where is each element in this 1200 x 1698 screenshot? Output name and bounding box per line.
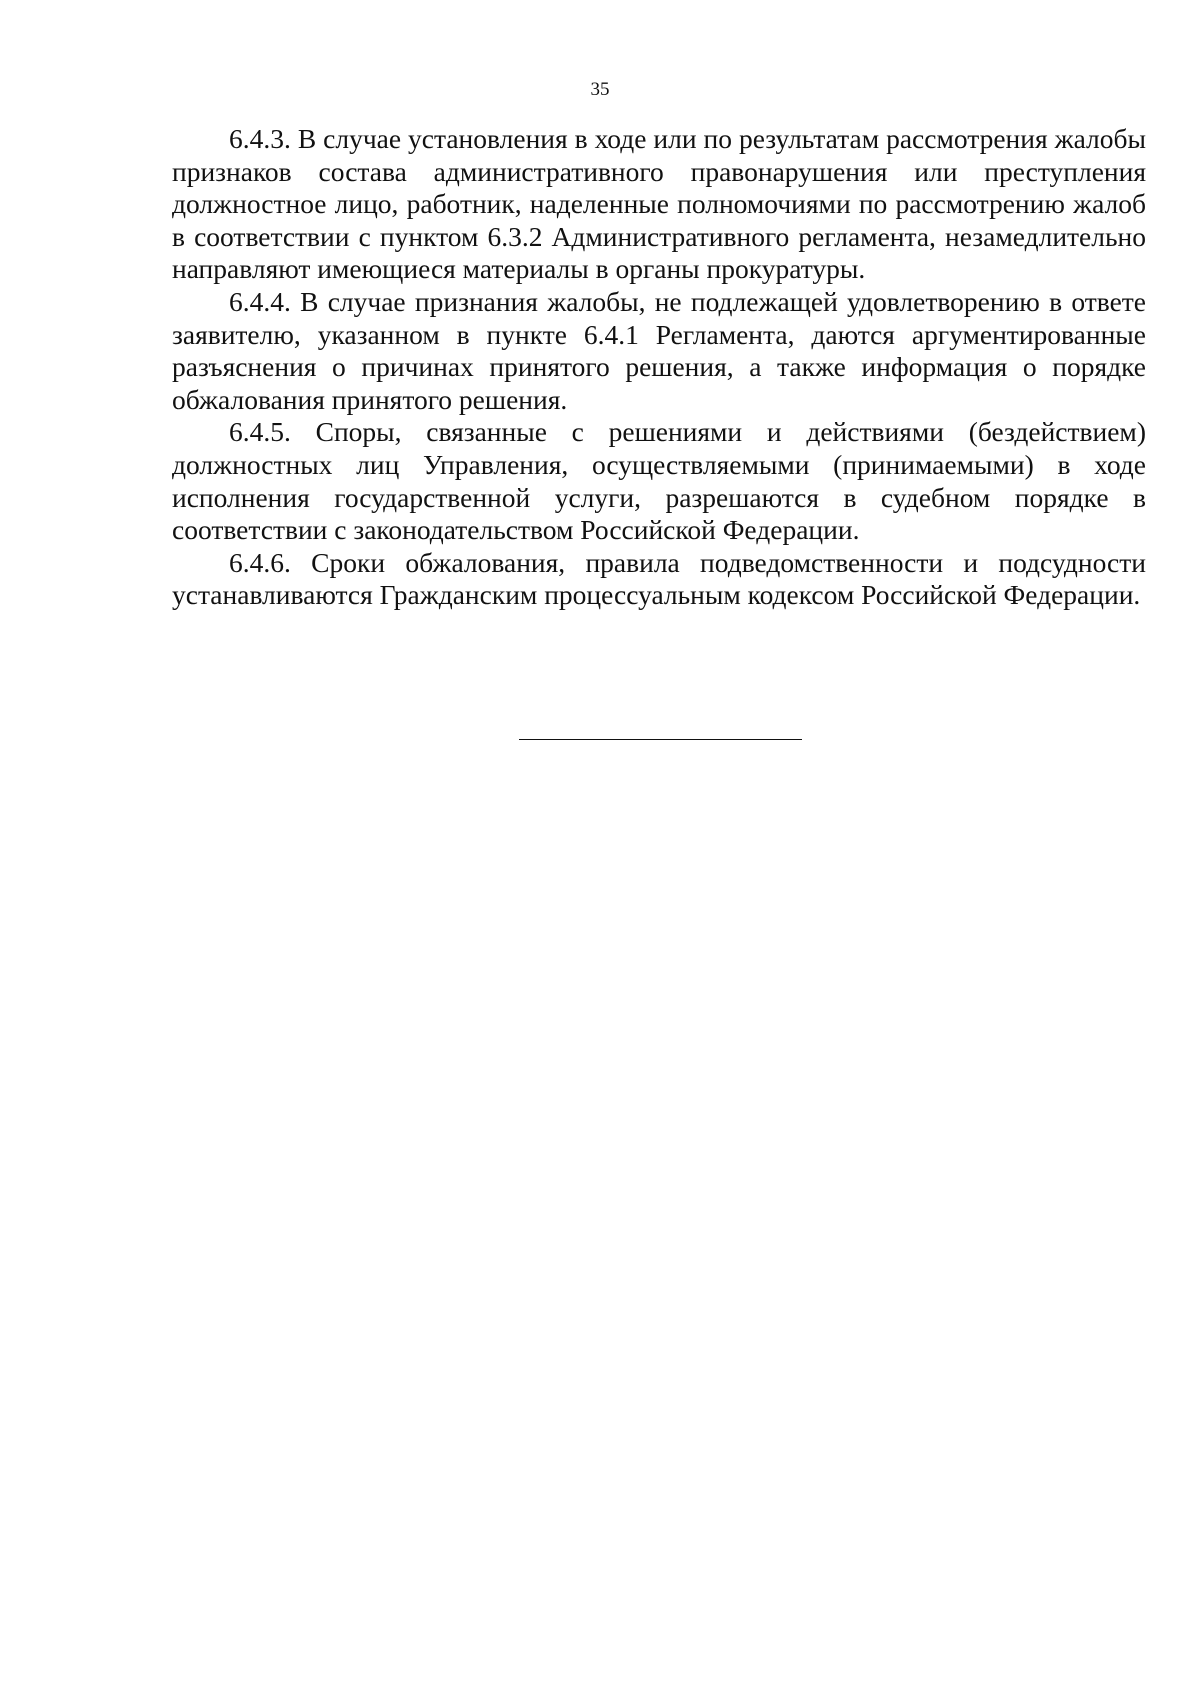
page-number: 35	[590, 79, 610, 100]
paragraph-6-4-4: 6.4.4. В случае признания жалобы, не подлежащей удовлетворению в ответе заявителю, указанном в пункте 6.4.1 Регламента, даются аргументированные разъяснения о причинах принятого решения, а также информация о порядке обжалования принятого решения.	[172, 285, 1146, 415]
paragraph-6-4-3: 6.4.3. В случае установления в ходе или по результатам рассмотрения жалобы признаков состава административного правонарушения или преступления должностное лицо, работник, наделенные полномочиями по рассмотрению жалоб в соответствии с пунктом 6.3.2 Административного регламента, незамедлительно направляют имеющиеся материалы в органы прокуратуры.	[172, 123, 1146, 285]
document-body	[172, 123, 1146, 612]
paragraph-6-4-6: 6.4.6. Сроки обжалования, правила подведомственности и подсудности устанавливаются Гражданским процессуальным кодексом Российской Федерации.	[172, 546, 1146, 611]
paragraph-6-4-5: 6.4.5. Споры, связанные с решениями и действиями (бездействием) должностных лиц Управления, осуществляемыми (принимаемыми) в ходе исполнения государственной услуги, разрешаются в судебном порядке в соответствии с законодательством Российской Федерации.	[172, 416, 1146, 546]
end-of-document-rule	[519, 739, 802, 740]
